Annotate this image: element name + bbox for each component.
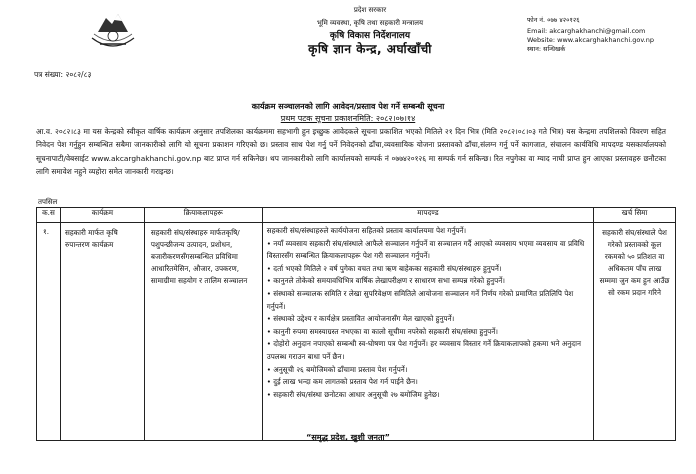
criteria-item: • दर्ता भएको मितिले २ वर्ष पुगेका वचत तथा ऋण बाहेकका सहकारी संघ/संस्थाहरु हुनुपर्ने।: [266, 263, 502, 273]
col-header-limit: खर्च सिमा: [594, 208, 676, 223]
col-header-activities: क्रियाकलापहरू: [144, 208, 262, 223]
criteria-item: सहकारी संघ/संस्थाहरुले कार्ययोजना सहितको प्रस्ताव कार्यालयमा पेश गर्नुपर्ने।: [266, 226, 467, 235]
notice-date: प्रथम पटक सूचना प्रकाशनमिति: २०८२।०७।१४: [280, 114, 416, 123]
website-text: Website: www.akcarghakhanchi.gov.np: [527, 36, 654, 44]
cell-program: सहकारी मार्फत कृषि रुपान्तरण कार्यक्रम: [60, 223, 144, 441]
slogan: “समृद्ध प्रदेश, खुशी जनता”: [306, 433, 390, 442]
government-emblem-icon: [88, 8, 138, 54]
notice-body: आ.व. २०८२।८३ मा यस केन्द्रको स्वीकृत वार्षिक कार्यक्रम अनुसार तपशिलका कार्यक्रममा सहभागी हुन इच्छुक आवेदकले सूचना प्रकाशित भएको मितिले २१ दिन भित्र (मिति २०८२।०८।०३ गते भित्र) यस केन्द्रमा तपशिलको विवरण सहित निवेदन पेश गर्नुहुन सम्बन्धित सबैमा जानकारीको लागि यो सूचना प्रकाशन गरिएको छ। प्रस्ताव साथ पेश गर्नु पर्ने निवेदनको ढाँचा,व्यवसायिक योजना प्रस्तावको ढाँचा,संलग्न गर्नु पर्ने कागजात, संचालन कार्यविधि मापदण्ड यसकार्यालयको सूचनापाटी/वेबसाईट www.akcarghakhanchi.gov.np बाट प्राप्त गर्न सकिनेछ। थप जानकारीको लागि कार्यालयको सम्पर्क नं ०७७४२०१२६ मा सम्पर्क गर्न सकिन्छ। रित नपुगेका वा म्याद नाघी प्राप्त हुन आएका प्रस्तावहरु छनौटका लागि समावेश नहुने व्यहोरा समेत जानकारी गराइन्छ।: [36, 127, 666, 177]
criteria-item: • कानुनले तोकेको समयावधिभित्र वार्षिक लेखापरीक्षण र साधारण सभा सम्पन्न गरेको हुनुपर्ने।: [266, 276, 505, 286]
header-line-1: प्रदेश सरकार: [353, 6, 387, 14]
cell-expense-limit: सहकारी संघ/संस्थाले पेश गरेको प्रस्तावको कूल रकमको ५० प्रतिशत वा अधिकतम पाँच लाख सम्ममा जुन कम हुन आउँछ सो रकम प्रदान गरिने: [594, 223, 676, 441]
criteria-item: • दोहोरो अनुदान नपाएको सम्बन्धी स्व-घोषणा पत्र पेश गर्नुपर्ने। हर व्यवसाय विस्तार गर्ने क्रियाकलापको हकमा भने अनुदान उपलब्ध गराउन बाधा पर्ने छैन।: [266, 339, 581, 361]
header-line-3: कृषि विकास निर्देशनालय: [329, 31, 411, 41]
col-header-criteria: मापदण्ड: [262, 208, 593, 223]
col-header-program: कार्यक्रम: [60, 208, 144, 223]
program-table: [36, 207, 676, 441]
header-line-4: कृषि ज्ञान केन्द्र, अर्घाखाँची: [308, 42, 432, 56]
criteria-item: • दुई लाख भन्दा कम लागतको प्रस्ताव पेश गर्न पाईने छैन।: [266, 377, 418, 387]
details-label: तपसिल: [38, 198, 58, 206]
criteria-item: • अनुसूची २६ बमोजिमको ढाँचामा प्रस्ताव पेश गर्नुपर्ने।: [266, 364, 408, 374]
location-text: स्थान: सन्धिखर्क: [527, 45, 566, 53]
cell-criteria: [262, 223, 593, 441]
phone-text: फोन नं. ०७७ ४२०१२६: [527, 16, 580, 24]
table-row: [37, 223, 676, 441]
notice-title: कार्यक्रम सञ्चालनको लागि आवेदन/प्रस्ताव पेश गर्ने सम्बन्धी सूचना: [251, 102, 445, 111]
criteria-item: • सहकारी संघ/संस्था छनोटका आधार अनुसूची २७ बमोजिम हुनेछ।: [266, 389, 440, 399]
cell-sn: १.: [37, 223, 61, 441]
criteria-item: • कानुनी रुपमा समस्याग्रस्त नभएका वा कालो सूचीमा नपरेको सहकारी संघ/संस्था हुनुपर्ने।: [266, 326, 498, 336]
cell-activities: सहकारी संघ/संस्थाहरु मार्फतकृषि/पशुपन्छीजन्य उत्पादन, प्रशोधन, बजारीकरणसँगसम्बन्धित प्रविधिमा आधारितमेसिन, औजार, उपकरण, सामाग्रीमा सहयोग र तालिम सञ्चालन: [144, 223, 262, 441]
criteria-item: • नयाँ व्यवसाय सहकारी संघ/संस्थाले आफैले सञ्चालन गर्नुपर्ने वा सञ्चालन गर्दै आएको व्यवसाय भएमा व्यवसाय वा प्रविधि विस्तारसँग सम्बन्धित क्रियाकलापहरू पेश गरी सञ्चालन गर्नुपर्ने।: [266, 238, 585, 261]
reference-number: पत्र संख्या: २०८२/८३: [34, 70, 92, 79]
office-header: [240, 4, 500, 56]
table-header-row: [37, 208, 676, 223]
header-line-2: भूमि व्यवस्था, कृषि तथा सहकारी मन्त्रालय: [316, 19, 424, 27]
email-text: Email: akcarghakhanchi@gmail.com: [527, 27, 646, 35]
contact-block: [527, 16, 695, 54]
criteria-item: • संस्थाको उद्देश्य र कार्यक्षेत्र प्रस्तावित आयोजनासँग मेल खाएको हुनुपर्ने।: [266, 314, 455, 324]
notice-subtitle: [0, 113, 696, 124]
criteria-item: • संस्थाको सञ्चालक समिति र लेखा सुपरिवेक्षण समितिले आयोजना सञ्चालन गर्ने निर्णय गरेको प्रमाणित प्रतिलिपि पेश गर्नुपर्ने।: [266, 288, 574, 311]
col-header-sn: क.स: [37, 208, 61, 223]
